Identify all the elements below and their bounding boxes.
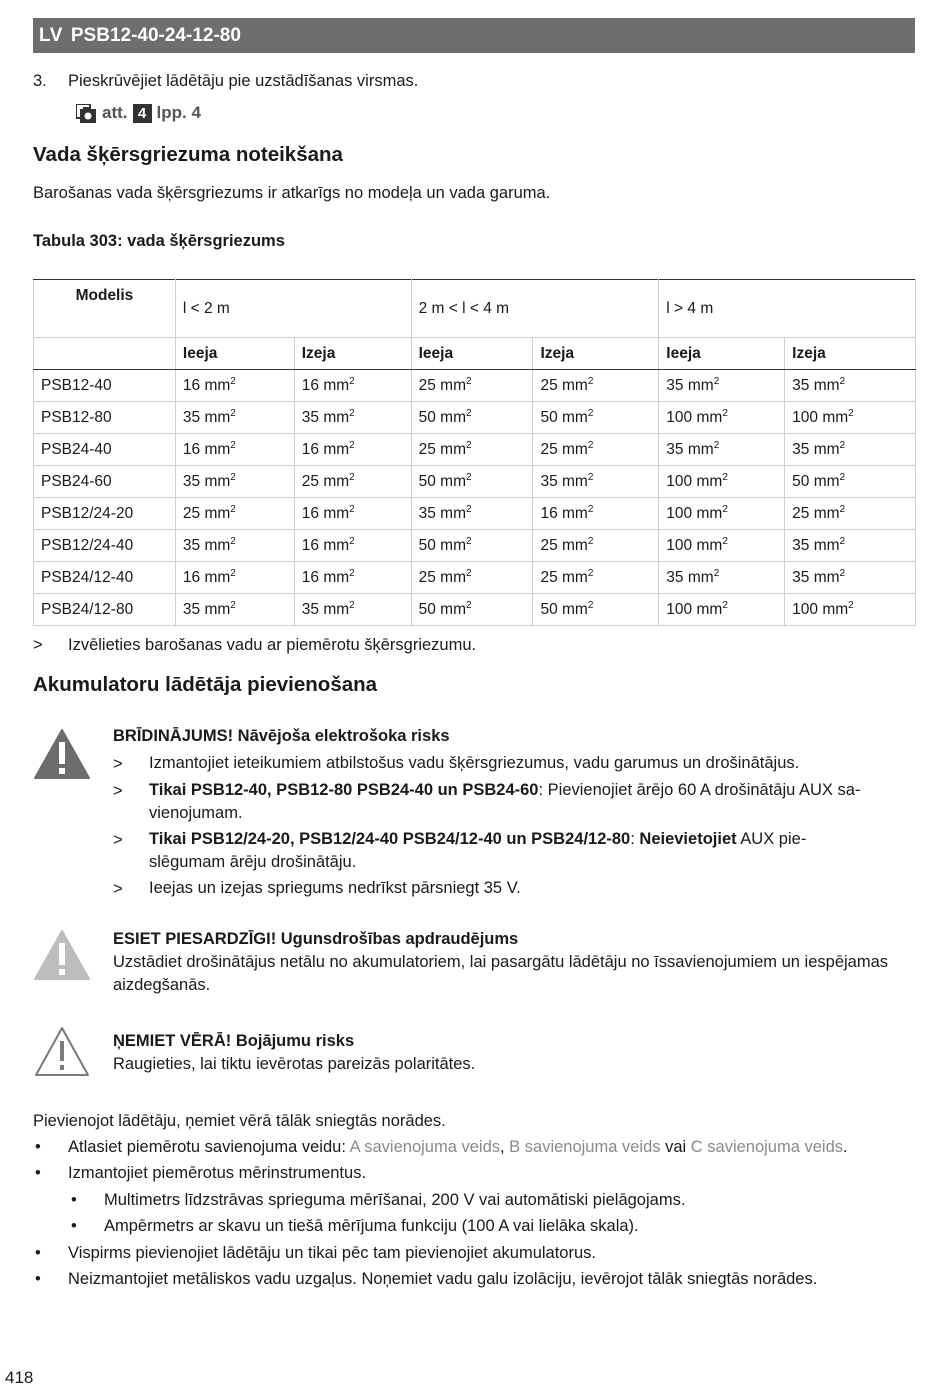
sub-bullet-multimeter: Multimetrs līdzstrāvas sprieguma mērīšanai, 200 V vai automātiski pielāgojams. [104,1191,686,1209]
figure-ref-number: 4 [133,104,152,123]
figure-ref-suffix: lpp. 4 [156,103,201,122]
sub-bullet-ammeter: Ampērmetrs ar skavu un tiešā mērījuma funkciju (100 A vai lielāka skala). [104,1217,639,1235]
table-row [34,498,916,530]
caution-title: ESIET PIESARDZĪGI! Ugunsdrošības apdraudējums [113,930,519,948]
bullet-dot: • [35,1270,41,1288]
sub-bullet-dot: • [71,1191,77,1209]
table-cell-value: 25 $mm^2$ [533,370,659,402]
notice-triangle-icon [33,1025,91,1077]
cross-section-table [33,279,916,626]
table-cell-model: PSB12/24-40 [34,530,176,562]
link-connection-c[interactable]: C savienojuma veids [690,1138,844,1156]
warning-triangle-icon [33,728,91,780]
table-row [34,434,916,466]
table-cell-value: 50 $mm^2$ [411,530,533,562]
table-cell-model: PSB24/12-80 [34,594,176,626]
step-number: 3. [33,72,47,90]
table-cell-value: 25 $mm^2$ [411,370,533,402]
caution-triangle-icon [33,929,91,981]
table-row [34,466,916,498]
language-code: LV [39,25,63,46]
table-cell-value: 50 $mm^2$ [785,466,916,498]
table-caption: Tabula 303: vada šķērsgriezums [33,232,285,250]
table-cell-value: 16 $mm^2$ [175,562,294,594]
table-cell-value: 50 $mm^2$ [411,402,533,434]
table-cell-value: 100 $mm^2$ [659,466,785,498]
warning-item-continued: slēgumam ārēju drošinātāju. [149,853,357,871]
table-cell-value: 100 $mm^2$ [659,594,785,626]
table-cell-model: PSB24-40 [34,434,176,466]
table-cell-value: 35 $mm^2$ [175,402,294,434]
table-cell-value: 16 $mm^2$ [294,562,411,594]
table-cell-value: 35 $mm^2$ [294,594,411,626]
bullet-connection-type: Atlasiet piemērotu savienojuma veidu: A savienojuma veids, B savienojuma veids vai C savienojuma veids. [68,1138,848,1156]
list-marker: > [113,831,123,849]
table-cell-value: 16 $mm^2$ [175,370,294,402]
table-subheader: Ieeja [175,338,294,370]
model-title: PSB12-40-24-12-80 [70,25,241,46]
table-row [34,594,916,626]
bullet-wire-ends: Neizmantojiet metāliskos vadu uzgaļus. Noņemiet vadu galu izolāciju, ievērojot tālāk sniegtās norādes. [68,1270,818,1288]
table-header-model: Modelis [34,280,176,338]
table-cell-value: 35 $mm^2$ [785,562,916,594]
warning-item: Izmantojiet ieteikumiem atbilstošus vadu šķērsgriezumus, vadu garumus un drošinātājus. [149,754,800,772]
table-cell-value: 50 $mm^2$ [411,594,533,626]
table-cell-model: PSB24-60 [34,466,176,498]
table-subheader: Izeja [533,338,659,370]
instruction-marker: > [33,636,43,654]
table-cell-value: 16 $mm^2$ [175,434,294,466]
table-cell-value: 16 $mm^2$ [294,434,411,466]
sub-bullet-dot: • [71,1217,77,1235]
table-header-group: l < 2 m [175,280,411,338]
table-row [34,402,916,434]
table-cell-value: 50 $mm^2$ [533,594,659,626]
section-title-connection: Akumulatoru lādētāja pievienošana [33,673,378,696]
bullet-order: Vispirms pievienojiet lādētāju un tikai pēc tam pievienojiet akumulatorus. [68,1244,596,1262]
table-header-empty [34,338,176,370]
bullet-instruments: Izmantojiet piemērotus mērinstrumentus. [68,1164,367,1182]
table-cell-value: 35 $mm^2$ [785,434,916,466]
table-cell-value: 35 $mm^2$ [411,498,533,530]
bullet-dot: • [35,1244,41,1262]
table-row [34,370,916,402]
instruction-text: Izvēlieties barošanas vadu ar piemērotu šķērsgriezumu. [68,636,477,654]
page-header [33,18,915,53]
table-cell-model: PSB12-80 [34,402,176,434]
table-cell-value: 100 $mm^2$ [785,594,916,626]
caution-text: Uzstādiet drošinātājus netālu no akumulatoriem, lai pasargātu lādētāju no īssavienojumiem un iespējamas [113,953,889,971]
table-cell-value: 35 $mm^2$ [175,466,294,498]
warning-item: Ieejas un izejas spriegums nedrīkst pārsniegt 35 V. [149,879,521,897]
table-cell-value: 16 $mm^2$ [533,498,659,530]
figure-ref-prefix: att. [102,103,128,122]
table-cell-value: 100 $mm^2$ [659,530,785,562]
table-cell-value: 100 $mm^2$ [785,402,916,434]
notes-intro: Pievienojot lādētāju, ņemiet vērā tālāk sniegtās norādes. [33,1112,446,1130]
table-row [34,530,916,562]
list-marker: > [113,880,123,898]
camera-icon [76,104,96,123]
table-cell-value: 25 $mm^2$ [411,434,533,466]
warning-item: Tikai PSB12-40, PSB12-80 PSB24-40 un PSB24-60: Pievienojiet ārējo 60 A drošinātāju AUX sa- [149,781,861,799]
table-cell-value: 35 $mm^2$ [785,530,916,562]
table-cell-value: 35 $mm^2$ [175,530,294,562]
warning-item: Tikai PSB12/24-20, PSB12/24-40 PSB24/12-40 un PSB24/12-80: Neievietojiet AUX pie- [149,830,807,848]
section-title-cross-section: Vada šķērsgriezuma noteikšana [33,143,343,166]
bullet-dot: • [35,1164,41,1182]
table-cell-value: 35 $mm^2$ [294,402,411,434]
warning-title: BRĪDINĀJUMS! Nāvējoša elektrošoka risks [113,727,450,745]
table-cell-value: 100 $mm^2$ [659,498,785,530]
table-cell-value: 50 $mm^2$ [411,466,533,498]
table-cell-value: 25 $mm^2$ [785,498,916,530]
link-connection-b[interactable]: B savienojuma veids [509,1138,661,1156]
table-cell-value: 35 $mm^2$ [659,562,785,594]
table-header-group: l > 4 m [659,280,916,338]
section-intro: Barošanas vada šķērsgriezums ir atkarīgs no modeļa un vada garuma. [33,184,551,202]
table-cell-model: PSB12/24-20 [34,498,176,530]
table-cell-value: 16 $mm^2$ [294,498,411,530]
link-connection-a[interactable]: A savienojuma veids [349,1138,500,1156]
list-marker: > [113,755,123,773]
list-marker: > [113,782,123,800]
table-cell-value: 50 $mm^2$ [533,402,659,434]
table-row [34,562,916,594]
table-cell-model: PSB24/12-40 [34,562,176,594]
table-header-group: 2 m < l < 4 m [411,280,659,338]
table-subheader: Ieeja [659,338,785,370]
table-cell-value: 25 $mm^2$ [533,530,659,562]
step-text: Pieskrūvējiet lādētāju pie uzstādīšanas virsmas. [68,72,419,90]
caution-text-continued: aizdegšanās. [113,976,211,994]
table-subheader: Ieeja [411,338,533,370]
bullet-dot: • [35,1138,41,1156]
table-cell-value: 35 $mm^2$ [659,434,785,466]
table-cell-value: 25 $mm^2$ [175,498,294,530]
notice-text: Raugieties, lai tiktu ievērotas pareizās polaritātes. [113,1055,476,1073]
table-cell-value: 35 $mm^2$ [659,370,785,402]
table-cell-model: PSB12-40 [34,370,176,402]
table-cell-value: 25 $mm^2$ [533,434,659,466]
table-cell-value: 35 $mm^2$ [785,370,916,402]
figure-reference[interactable] [76,103,201,123]
table-subheader: Izeja [294,338,411,370]
table-cell-value: 16 $mm^2$ [294,370,411,402]
notice-title: ŅEMIET VĒRĀ! Bojājumu risks [113,1032,355,1050]
warning-item-continued: vienojumam. [149,804,243,822]
table-cell-value: 25 $mm^2$ [294,466,411,498]
table-cell-value: 16 $mm^2$ [294,530,411,562]
table-cell-value: 35 $mm^2$ [175,594,294,626]
page-number: 418 [5,1368,34,1387]
table-cell-value: 100 $mm^2$ [659,402,785,434]
table-cell-value: 25 $mm^2$ [411,562,533,594]
table-cell-value: 25 $mm^2$ [533,562,659,594]
table-cell-value: 35 $mm^2$ [533,466,659,498]
table-subheader: Izeja [785,338,916,370]
